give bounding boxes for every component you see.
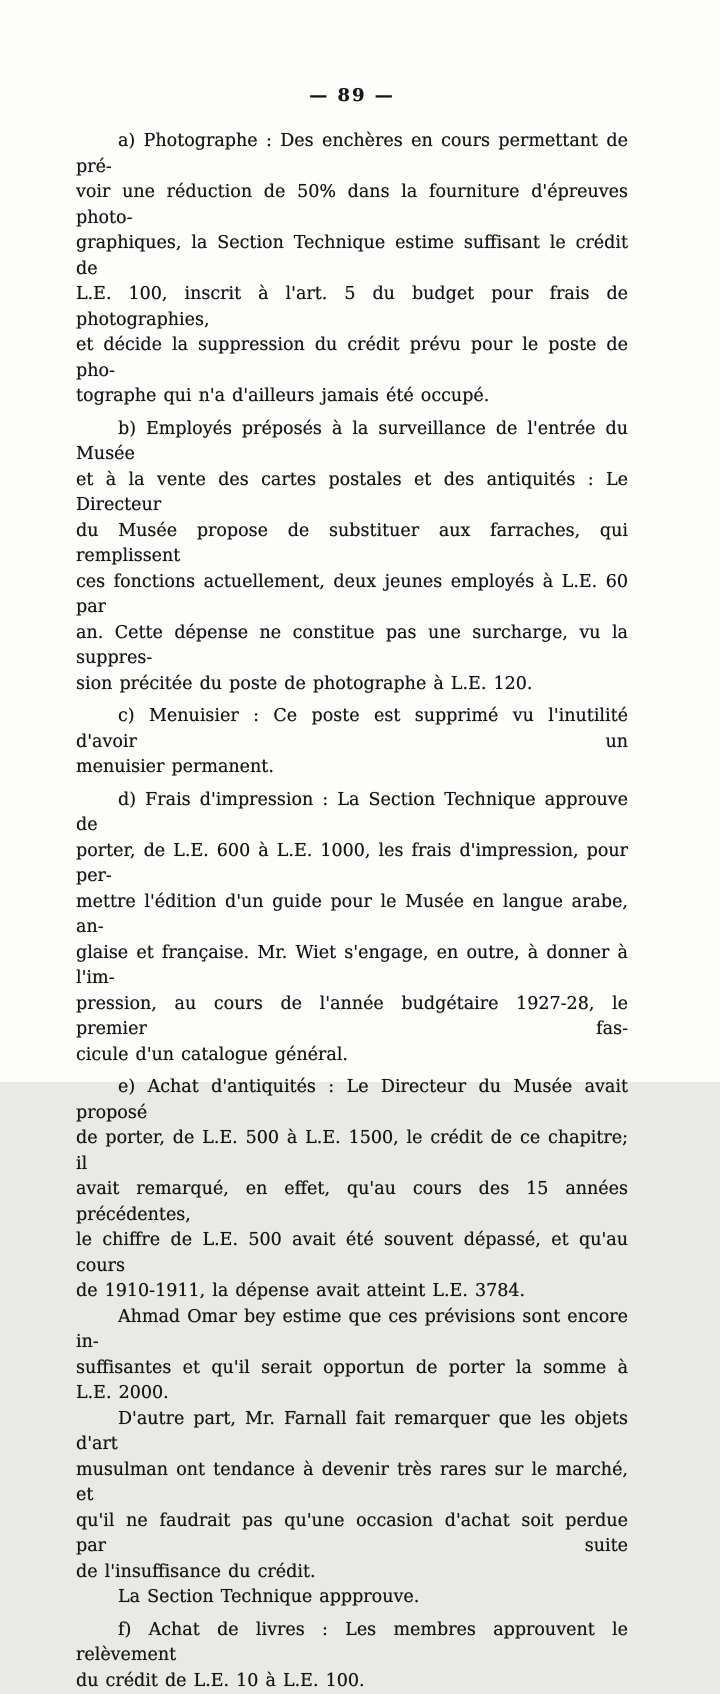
text-line: et décide la suppression du crédit prévu pour le poste de pho-	[76, 333, 628, 384]
text-line: La Section Technique appprouve.	[76, 1585, 628, 1611]
text-line: glaise et française. Mr. Wiet s'engage, en outre, à donner à l'im-	[76, 941, 628, 992]
text-line: du Musée propose de substituer aux farraches, qui remplissent	[76, 519, 628, 570]
text-line: cicule d'un catalogue général.	[76, 1043, 628, 1069]
text-line: tographe qui n'a d'ailleurs jamais été occupé.	[76, 384, 628, 410]
text-line: Ahmad Omar bey estime que ces prévisions sont encore in-	[76, 1305, 628, 1356]
text-line: an. Cette dépense ne constitue pas une surcharge, vu la suppres-	[76, 621, 628, 672]
text-line: du crédit de L.E. 10 à L.E. 100.	[76, 1669, 628, 1694]
text-line: le chiffre de L.E. 500 avait été souvent dépassé, et qu'au cours	[76, 1228, 628, 1279]
text-line: qu'il ne faudrait pas qu'une occasion d'achat soit perdue par suite	[76, 1509, 628, 1560]
text-line: d) Frais d'impression : La Section Technique approuve de	[76, 788, 628, 839]
paragraph-e	[76, 1075, 628, 1305]
text-line: D'autre part, Mr. Farnall fait remarquer que les objets d'art	[76, 1407, 628, 1458]
text-line: ces fonctions actuellement, deux jeunes employés à L.E. 60 par	[76, 570, 628, 621]
text-line: mettre l'édition d'un guide pour le Musée en langue arabe, an-	[76, 890, 628, 941]
text-line: b) Employés préposés à la surveillance de l'entrée du Musée	[76, 417, 628, 468]
page-content	[76, 84, 628, 1694]
paragraph-d	[76, 788, 628, 1069]
text-line: graphiques, la Section Technique estime suffisant le crédit de	[76, 231, 628, 282]
page-number: — 89 —	[76, 84, 628, 107]
text-line: menuisier permanent.	[76, 755, 628, 781]
paragraph-c	[76, 704, 628, 781]
text-line: a) Photographe : Des enchères en cours permettant de pré-	[76, 129, 628, 180]
text-line: suffisantes et qu'il serait opportun de porter la somme à L.E. 2000.	[76, 1356, 628, 1407]
text-line: et à la vente des cartes postales et des antiquités : Le Directeur	[76, 468, 628, 519]
text-line: e) Achat d'antiquités : Le Directeur du Musée avait proposé	[76, 1075, 628, 1126]
paragraph-e-ahmad-omar	[76, 1305, 628, 1407]
text-line: pression, au cours de l'année budgétaire 1927-28, le premier fas-	[76, 992, 628, 1043]
paragraph-a	[76, 129, 628, 410]
paragraph-e-farnall	[76, 1407, 628, 1586]
text-line: voir une réduction de 50% dans la fourniture d'épreuves photo-	[76, 180, 628, 231]
text-line: f) Achat de livres : Les membres approuvent le relèvement	[76, 1618, 628, 1669]
text-line: L.E. 100, inscrit à l'art. 5 du budget pour frais de photographies,	[76, 282, 628, 333]
paragraph-b	[76, 417, 628, 698]
text-line: avait remarqué, en effet, qu'au cours des 15 années précédentes,	[76, 1177, 628, 1228]
text-line: porter, de L.E. 600 à L.E. 1000, les frais d'impression, pour per-	[76, 839, 628, 890]
text-line: de 1910-1911, la dépense avait atteint L.E. 3784.	[76, 1279, 628, 1305]
text-line: c) Menuisier : Ce poste est supprimé vu l'inutilité d'avoir un	[76, 704, 628, 755]
text-line: de l'insuffisance du crédit.	[76, 1560, 628, 1586]
text-line: sion précitée du poste de photographe à L.E. 120.	[76, 672, 628, 698]
paragraph-e-approbation	[76, 1585, 628, 1611]
text-line: de porter, de L.E. 500 à L.E. 1500, le crédit de ce chapitre; il	[76, 1126, 628, 1177]
paragraph-f	[76, 1618, 628, 1694]
text-line: musulman ont tendance à devenir très rares sur le marché, et	[76, 1458, 628, 1509]
